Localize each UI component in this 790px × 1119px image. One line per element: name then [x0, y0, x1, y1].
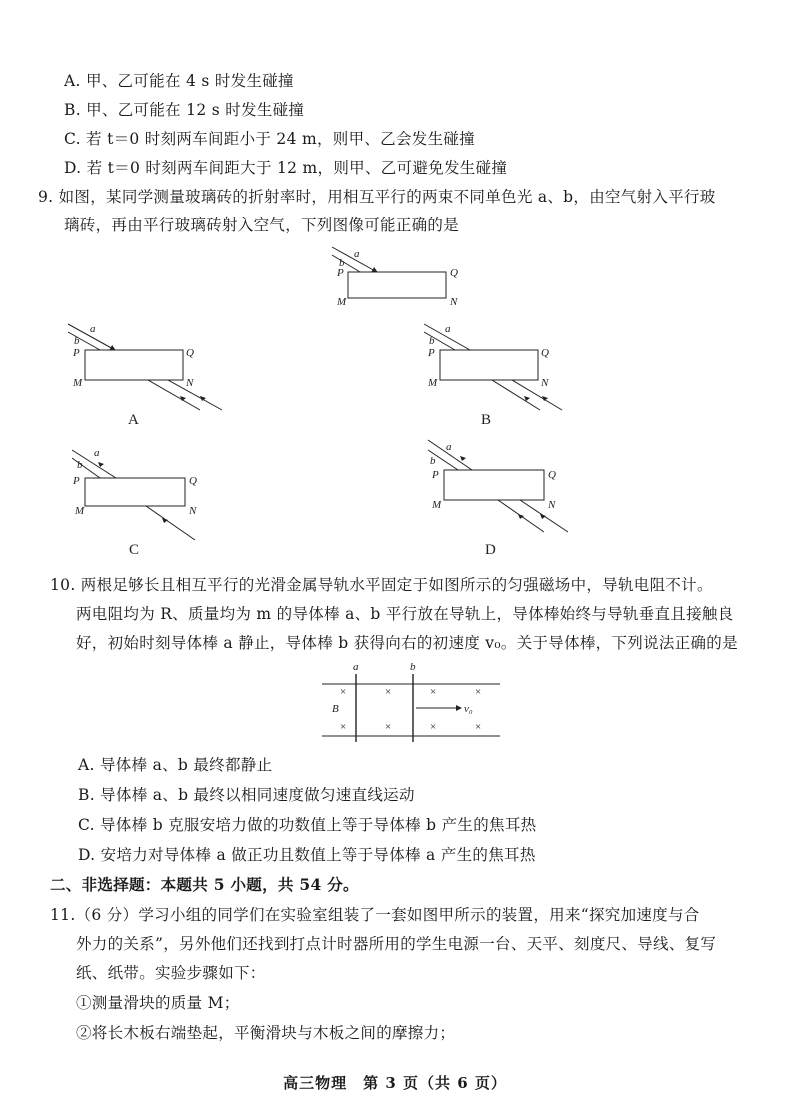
q9-d-label-b: b	[430, 455, 436, 467]
q9-top-label-a: a	[354, 248, 360, 260]
q9-b-label-n: N	[541, 377, 549, 389]
q10-option-b: B. 导体棒 a、b 最终以相同速度做匀速直线运动	[78, 786, 415, 804]
q9-caption-c: C	[129, 542, 140, 558]
q9-top-label-p: P	[337, 267, 344, 279]
q9-caption-b: B	[481, 412, 492, 428]
q9-figure-d	[428, 440, 568, 532]
q9-c-label-p: P	[73, 475, 80, 487]
q9-a-label-a: a	[90, 323, 96, 335]
q9-figure-c	[72, 450, 195, 540]
q10-stem-line1: 10. 两根足够长且相互平行的光滑金属导轨水平固定于如图所示的匀强磁场中，导轨电阻不计。	[50, 576, 713, 594]
q9-b-label-a: a	[445, 323, 451, 335]
q9-d-label-q: Q	[548, 469, 556, 481]
page-footer: 高三物理 第 3 页（共 6 页）	[283, 1074, 507, 1092]
cross-mark: ×	[430, 686, 437, 698]
q10-stem-line3: 好，初始时刻导体棒 a 静止，导体棒 b 获得向右的初速度 v₀。关于导体棒，下列说法正确的是	[76, 634, 738, 652]
q9-a-label-b: b	[74, 335, 80, 347]
q9-top-label-m: M	[337, 296, 347, 308]
q9-a-label-q: Q	[186, 347, 194, 359]
q10-field-diagram	[300, 660, 520, 744]
q8-option-c: C. 若 t＝0 时刻两车间距小于 24 m，则甲、乙会发生碰撞	[64, 130, 475, 148]
q9-c-label-q: Q	[189, 475, 197, 487]
q9-figure-b	[424, 324, 562, 410]
field-b-label: B	[332, 703, 339, 715]
cross-mark: ×	[340, 686, 347, 698]
q11-step1: ①测量滑块的质量 M；	[76, 994, 240, 1012]
q10-stem-line2: 两电阻均为 R、质量均为 m 的导体棒 a、b 平行放在导轨上，导体棒始终与导轨垂直且接触良	[76, 605, 734, 623]
q11-line1: 11.（6 分）学习小组的同学们在实验室组装了一套如图甲所示的装置，用来“探究加速度与合	[50, 906, 700, 924]
q9-original-figure	[332, 247, 446, 298]
q9-a-label-m: M	[73, 377, 83, 389]
q9-stem-line2: 璃砖，再由平行玻璃砖射入空气，下列图像可能正确的是	[64, 216, 460, 234]
q9-d-label-p: P	[432, 469, 439, 481]
q9-c-label-b: b	[77, 459, 83, 471]
q11-step2: ②将长木板右端垫起，平衡滑块与木板之间的摩擦力；	[76, 1024, 456, 1042]
q9-d-label-n: N	[548, 499, 556, 511]
q8-option-d: D. 若 t＝0 时刻两车间距大于 12 m，则甲、乙可避免发生碰撞	[64, 159, 508, 177]
q9-d-label-a: a	[446, 441, 452, 453]
q9-b-label-q: Q	[541, 347, 549, 359]
v0-label: v₀	[464, 703, 473, 715]
q9-stem-line1: 9. 如图，某同学测量玻璃砖的折射率时，用相互平行的两束不同单色光 a、b，由空气射入平行玻	[38, 188, 716, 206]
cross-mark: ×	[385, 686, 392, 698]
cross-mark: ×	[475, 721, 482, 733]
q9-top-label-n: N	[450, 296, 458, 308]
q9-caption-d: D	[485, 542, 496, 558]
q11-line2: 外力的关系”，另外他们还找到打点计时器所用的学生电源一台、天平、刻度尺、导线、复写	[76, 935, 717, 953]
q8-option-a: A. 甲、乙可能在 4 s 时发生碰撞	[64, 72, 294, 90]
section-2-heading: 二、非选择题：本题共 5 小题，共 54 分。	[50, 875, 359, 894]
q10-option-c: C. 导体棒 b 克服安培力做的功数值上等于导体棒 b 产生的焦耳热	[78, 816, 537, 834]
cross-mark: ×	[475, 686, 482, 698]
rod-b-label: b	[410, 661, 416, 673]
q9-b-label-b: b	[429, 335, 435, 347]
q9-c-label-m: M	[75, 505, 85, 517]
cross-mark: ×	[340, 721, 347, 733]
q9-c-label-a: a	[94, 447, 100, 459]
cross-mark: ×	[385, 721, 392, 733]
q9-b-label-p: P	[428, 347, 435, 359]
q10-option-d: D. 安培力对导体棒 a 做正功且数值上等于导体棒 a 产生的焦耳热	[78, 846, 536, 864]
q9-d-label-m: M	[432, 499, 442, 511]
q9-b-label-m: M	[428, 377, 438, 389]
q9-c-label-n: N	[189, 505, 197, 517]
q9-top-label-b: b	[339, 257, 345, 269]
q9-top-label-q: Q	[450, 267, 458, 279]
cross-mark: ×	[430, 721, 437, 733]
q9-diagrams	[0, 240, 790, 570]
q8-option-b: B. 甲、乙可能在 12 s 时发生碰撞	[64, 101, 305, 119]
q9-a-label-p: P	[73, 347, 80, 359]
q10-option-a: A. 导体棒 a、b 最终都静止	[78, 756, 273, 774]
q9-a-label-n: N	[186, 377, 194, 389]
q9-caption-a: A	[128, 412, 139, 428]
q11-line3: 纸、纸带。实验步骤如下：	[76, 964, 266, 982]
q9-figure-a	[68, 324, 222, 410]
rod-a-label: a	[353, 661, 359, 673]
